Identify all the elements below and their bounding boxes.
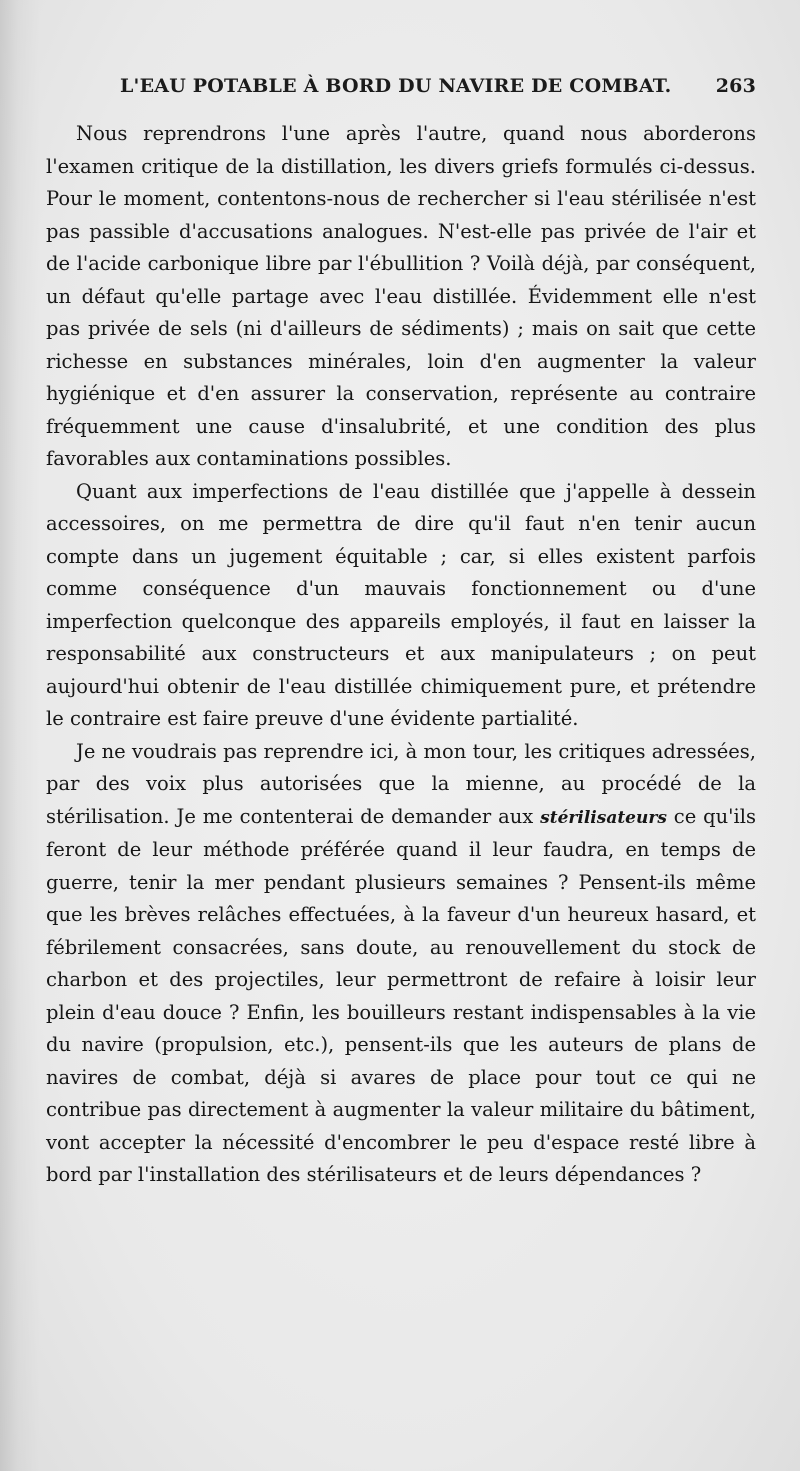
- paragraph-3-text-before: Je ne voudrais pas reprendre ici, à mon tour, les critiques adressées, par des voix plus autorisées que la mienne, au procédé de la stérilisation. Je me contenterai de demander aux: [46, 739, 756, 828]
- running-title: L'EAU POTABLE À BORD DU NAVIRE DE COMBAT.: [120, 75, 672, 97]
- emphasized-term: stérilisateurs: [540, 807, 667, 828]
- body-text: [46, 118, 756, 1192]
- page-header: [46, 75, 760, 105]
- paragraph-1: Nous reprendrons l'une après l'autre, quand nous aborderons l'examen critique de la distillation, les divers griefs formulés ci-dessus. Pour le moment, contentons-nous de rechercher si l'eau stérilisée n'est pas passible d'accusations analogues. N'est-elle pas privée de l'air et de l'acide carbonique libre par l'ébullition ? Voilà déjà, par conséquent, un défaut qu'elle partage avec l'eau distillée. Évidemment elle n'est pas privée de sels (ni d'ailleurs de sédiments) ; mais on sait que cette richesse en substances minérales, loin d'en augmenter la valeur hygiénique et d'en assurer la conservation, représente au contraire fréquemment une cause d'insalubrité, et une condition des plus favorables aux contaminations possibles.: [46, 122, 756, 470]
- paragraph-2: Quant aux imperfections de l'eau distillée que j'appelle à dessein accessoires, on me permettra de dire qu'il faut n'en tenir aucun compte dans un jugement équitable ; car, si elles existent parfois comme conséquence d'un mauvais fonctionnement ou d'une imperfection quelconque des appareils employés, il faut en laisser la responsabilité aux constructeurs et aux manipulateurs ; on peut aujourd'hui obtenir de l'eau distillée chimiquement pure, et prétendre le contraire est faire preuve d'une évidente partialité.: [46, 479, 756, 730]
- paragraph-3: [46, 736, 756, 1192]
- page-number: 263: [715, 75, 756, 97]
- paragraph-3-text-after: ce qu'ils feront de leur méthode préférée quand il leur faudra, en temps de guerre, tenir la mer pendant plusieurs semaines ? Pensent-ils même que les brèves relâches effectuées, à la faveur d'un heureux hasard, et fébrilement consacrées, sans doute, au renouvellement du stock de charbon et des projectiles, leur permettront de refaire à loisir leur plein d'eau douce ? Enfin, les bouilleurs restant indispensables à la vie du navire (propulsion, etc.), pensent-ils que les auteurs de plans de navires de combat, déjà si avares de place pour tout ce qui ne contribue pas directement à augmenter la valeur militaire du bâtiment, vont accepter la nécessité d'encombrer le peu d'espace resté libre à bord par l'installation des stérilisateurs et de leurs dépendances ?: [46, 804, 757, 1186]
